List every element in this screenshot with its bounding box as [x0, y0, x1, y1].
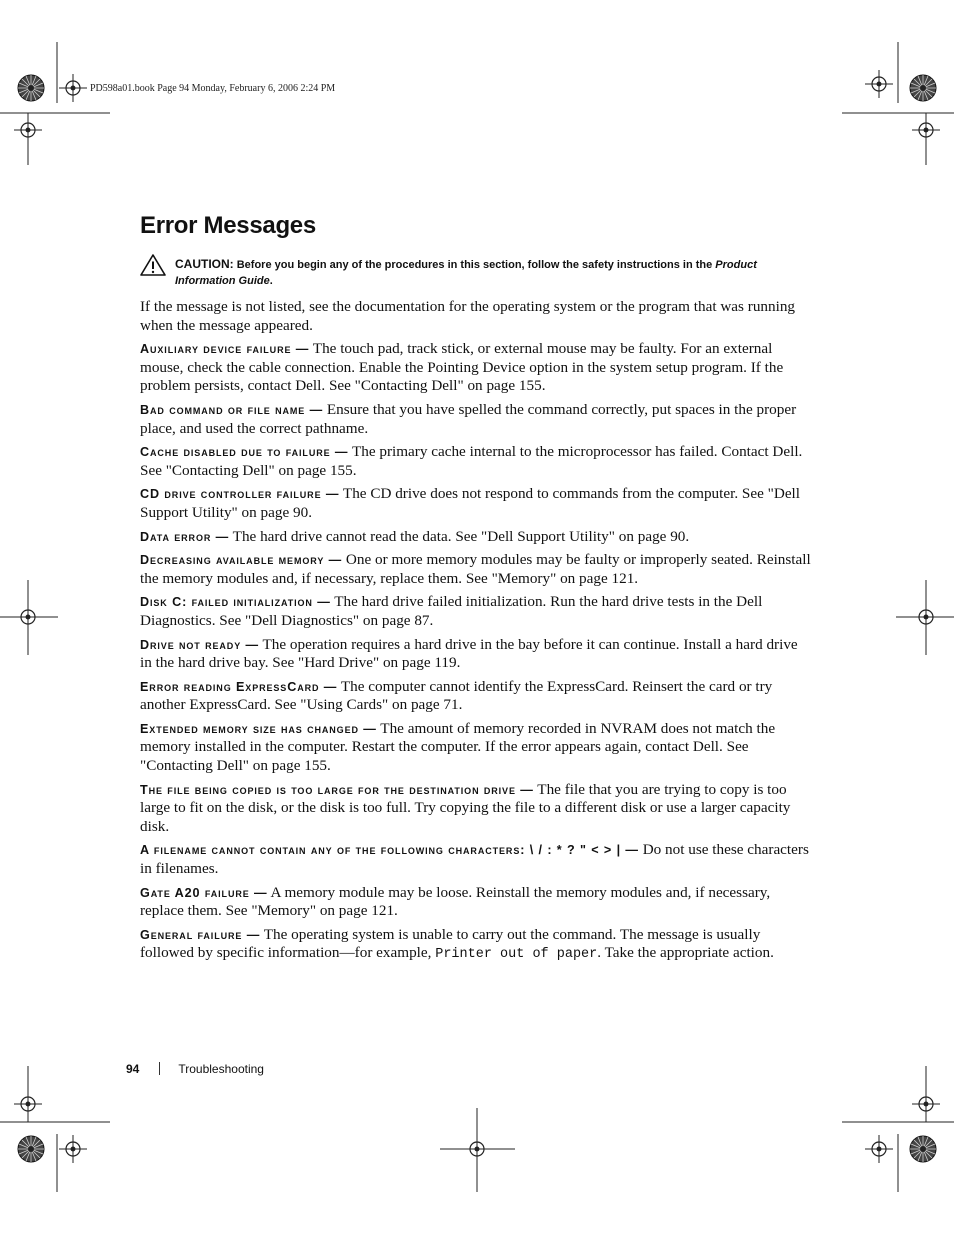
- error-term: CD drive controller failure —: [140, 487, 340, 502]
- code-sample: Printer out of paper: [435, 947, 598, 963]
- list-item: [140, 443, 812, 480]
- error-term: Drive not ready —: [140, 637, 259, 652]
- list-item: [140, 926, 812, 965]
- list-item: [140, 884, 812, 921]
- page-title: Error Messages: [140, 212, 316, 239]
- footer-divider: [159, 1062, 160, 1075]
- caution-guide-title: Product Information Guide: [175, 259, 757, 287]
- error-description: The primary cache internal to the microprocessor has failed. Contact Dell. See "Contacting Dell" on page 155.: [140, 443, 803, 479]
- error-description: The computer cannot identify the ExpressCard. Reinsert the card or try another ExpressCard. See "Using Cards" on page 71.: [140, 677, 773, 714]
- error-description: Ensure that you have spelled the command correctly, put spaces in the proper place, and used the correct pathname.: [140, 400, 797, 437]
- list-item: [140, 781, 812, 837]
- intro-paragraph: If the message is not listed, see the documentation for the operating system or the program that was running when the message appeared.: [140, 298, 796, 334]
- error-term: Bad command or file name —: [140, 402, 324, 417]
- error-term: Decreasing available memory —: [140, 553, 343, 568]
- crosshair-mark: [59, 74, 87, 102]
- crosshair-mark: [865, 70, 893, 98]
- error-description: . Take the appropriate action.: [597, 944, 774, 962]
- error-term: A filename cannot contain any of the following characters: \ / : * ? " < > | —: [140, 843, 639, 858]
- error-description: A memory module may be loose. Reinstall the memory modules and, if necessary, replace them. See "Memory" on page 121.: [140, 883, 771, 920]
- error-description: The operation requires a hard drive in the bay before it can continue. Install a hard drive in the hard drive bay. See "Hard Drive" on page 119.: [140, 635, 798, 672]
- body-content: [140, 298, 812, 970]
- list-item: [140, 678, 812, 715]
- error-term: General failure —: [140, 927, 261, 942]
- error-term: Disk C: failed initialization —: [140, 595, 331, 610]
- page-number: 94: [126, 1062, 140, 1076]
- crosshair-mark: [59, 1135, 87, 1163]
- error-term: Auxiliary device failure —: [140, 342, 310, 357]
- list-item: [140, 636, 812, 673]
- error-description: The file that you are trying to copy is too large to fit on the disk, or the disk is too full. Try copying the file to a different disk or use a larger capacity disk.: [140, 780, 791, 835]
- list-item: [140, 485, 812, 522]
- page-footer: [126, 1062, 264, 1076]
- error-description: The hard drive cannot read the data. See "Dell Support Utility" on page 90.: [229, 527, 690, 545]
- error-description: The touch pad, track stick, or external mouse may be faulty. For an external mouse, check the cable connection. Enable the: [140, 340, 773, 376]
- warning-triangle-icon: [140, 254, 166, 276]
- caution-end: .: [269, 275, 273, 287]
- list-item: [140, 720, 812, 776]
- error-term: Data error —: [140, 529, 230, 544]
- error-description: The CD drive does not respond to commands from the computer. See "Dell Support Utility" on page 90.: [140, 485, 800, 521]
- error-description: One or more memory modules may be faulty or improperly seated. Reinstall the memory modules and, if necessary, replace them. See "Memory" on page 121.: [140, 551, 811, 587]
- error-term: Cache disabled due to failure —: [140, 445, 349, 460]
- rosette-mark: [910, 75, 936, 101]
- error-description: The amount of memory recorded in NVRAM does not match the memory installed in the computer. Restart the computer. If the error appears again, contact Dell. See "Contacting Dell" on page 155.: [140, 719, 776, 775]
- list-item: [140, 528, 812, 547]
- error-term: Extended memory size has changed —: [140, 721, 377, 736]
- caution-text: [175, 256, 815, 289]
- list-item: [140, 593, 812, 630]
- caution-label: CAUTION:: [175, 257, 234, 271]
- section-name: Troubleshooting: [178, 1062, 264, 1076]
- error-description: option in the system setup program. If the problem persists, contact Dell. See "Contacting Dell" on page 155.: [140, 358, 784, 395]
- error-description: Do not use these characters in filenames.: [140, 841, 809, 878]
- crosshair-mark: [865, 1135, 893, 1163]
- option-name: Pointing Device: [427, 358, 526, 376]
- list-item: [140, 340, 812, 396]
- error-description: The hard drive failed initialization. Run the hard drive tests in the Dell Diagnostics. See "Dell Diagnostics" on page 87.: [140, 593, 763, 629]
- error-term: The file being copied is too large for the destination drive —: [140, 782, 534, 797]
- list-item: [140, 551, 812, 588]
- rosette-mark: [18, 75, 44, 101]
- error-term: Error reading ExpressCard —: [140, 679, 338, 694]
- list-item: [140, 841, 812, 878]
- rosette-mark: [910, 1136, 936, 1162]
- caution-body: Before you begin any of the procedures in this section, follow the safety instructions in the: [233, 259, 716, 271]
- print-slug: PD598a01.book Page 94 Monday, February 6, 2006 2:24 PM: [90, 83, 336, 94]
- error-description: The operating system is unable to carry out the command. The message is usually followed by specific information—for example,: [140, 925, 761, 962]
- error-term: Gate A20 failure —: [140, 885, 268, 900]
- list-item: [140, 401, 812, 438]
- rosette-mark: [18, 1136, 44, 1162]
